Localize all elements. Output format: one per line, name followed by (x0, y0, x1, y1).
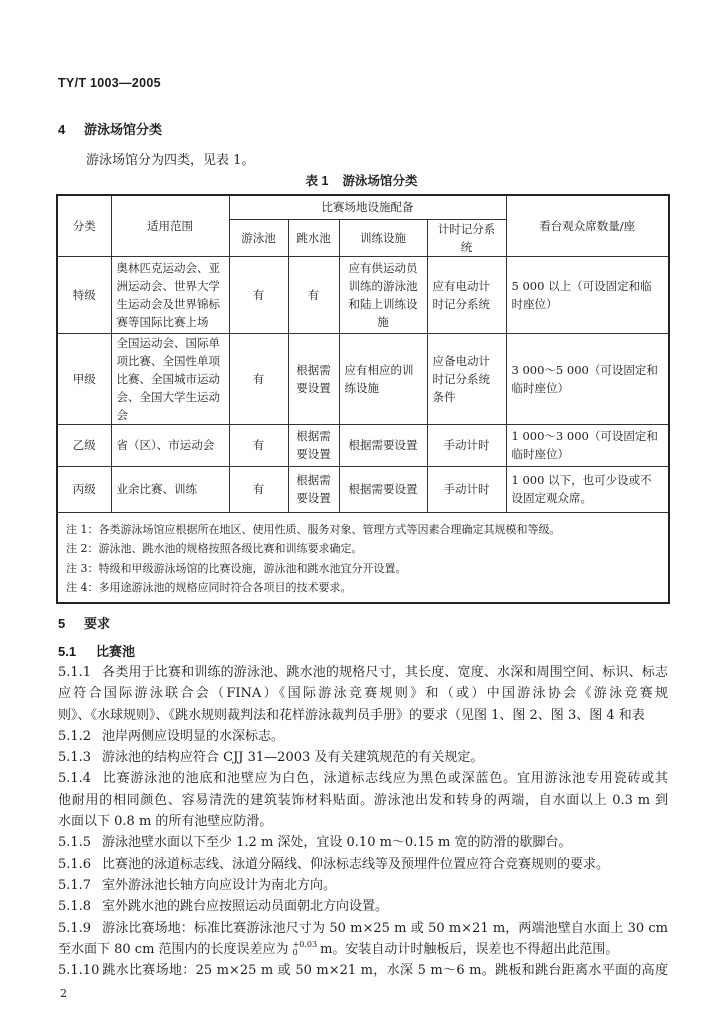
clause-number: 5.1.7 (58, 877, 92, 893)
clause-5-1-3 (58, 747, 668, 768)
section-5-heading (58, 613, 110, 632)
cell-category: 特级 (57, 256, 111, 333)
cell-pool: 有 (229, 424, 288, 466)
clause-5-1-6 (58, 854, 668, 875)
cell-category: 乙级 (57, 424, 111, 466)
section-4-title: 游泳场馆分类 (84, 122, 163, 137)
tolerance-lower: 0 (292, 948, 298, 958)
table-row (57, 333, 669, 424)
section-5-title: 要求 (84, 616, 111, 631)
clause-number: 5.1.8 (58, 899, 92, 915)
table-row (57, 424, 669, 466)
header-diving: 跳水池 (288, 219, 339, 256)
cell-seats: 1 000 以下，也可少设或不设固定观众席。 (506, 466, 669, 512)
clause-text: 比赛游泳池的池底和池壁应为白色，泳道标志线应为黑色或深蓝色。宜用游泳池专用瓷砖或其 (102, 771, 668, 787)
clause-5-1-4 (58, 768, 668, 789)
header-pool: 游泳池 (229, 219, 288, 256)
clause-text: 水面以下 0.8 m 的所有池壁应防滑。 (58, 814, 273, 830)
clause-5-1-4-cont (58, 790, 668, 811)
table-notes (57, 512, 669, 603)
cell-pool: 有 (229, 333, 288, 424)
clause-text: 跳水比赛场地：25 m×25 m 或 50 m×21 m，水深 5 m～6 m。跳板和跳台距离水平面的高度 (102, 963, 668, 979)
table-note: 注 2：游泳池、跳水池的规格按照各级比赛和训练要求确定。 (66, 542, 363, 555)
cell-timing: 应备电动计时记分系统条件 (427, 333, 506, 424)
section-5-1-title: 比赛池 (96, 644, 136, 659)
clause-5-1-1 (58, 662, 668, 683)
table-row (57, 466, 669, 512)
clause-text: m。安装自动计时触板后，误差也不得超出此范围。 (320, 941, 619, 957)
clause-5-1-10 (58, 960, 668, 981)
cell-training: 应有供运动员训练的游泳池和陆上训练设施 (339, 256, 427, 333)
table-1-caption-title: 游泳场馆分类 (342, 174, 418, 188)
cell-category: 丙级 (57, 466, 111, 512)
clauses-5-1 (58, 662, 668, 981)
clause-5-1-4-cont (58, 811, 668, 832)
clause-5-1-2 (58, 726, 668, 747)
header-facilities: 比赛场地设施配备 (229, 195, 506, 219)
clause-5-1-5 (58, 832, 668, 853)
clause-number: 5.1.9 (58, 920, 92, 936)
cell-scope: 奥林匹克运动会、亚洲运动会、世界大学生运动会及世界锦标赛等国际比赛上场 (111, 256, 229, 333)
table-row (57, 256, 669, 333)
table-note: 注 4：多用途游泳池的规格应同时符合各项目的技术要求。 (66, 581, 352, 594)
clause-text: 游泳池壁水面以下至少 1.2 m 深处，宜设 0.10 m～0.15 m 宽的防滑的歇脚台。 (102, 835, 572, 851)
cell-training: 应有相应的训练设施 (339, 333, 427, 424)
header-category: 分类 (57, 195, 111, 256)
clause-5-1-7 (58, 875, 668, 896)
cell-scope: 全国运动会、国际单项比赛、全国性单项比赛、全国城市运动会、全国大学生运动会 (111, 333, 229, 424)
cell-pool: 有 (229, 466, 288, 512)
clause-text: 至水面下 80 cm 范围内的长度误差应为 (58, 941, 289, 957)
cell-diving: 根据需要设置 (288, 466, 339, 512)
cell-scope: 省（区）、市运动会 (111, 424, 229, 466)
clause-number: 5.1.5 (58, 835, 92, 851)
venue-classification-table (56, 194, 670, 604)
clause-text: 池岸两侧应设明显的水深标志。 (102, 728, 285, 744)
cell-pool: 有 (229, 256, 288, 333)
clause-5-1-1-cont (58, 705, 668, 726)
table-note: 注 1：各类游泳场馆应根据所在地区、使用性质、服务对象、管理方式等因素合理确定其规模和等级。 (66, 522, 561, 536)
cell-seats: 1 000～3 000（可设固定和临时座位） (506, 424, 669, 466)
clause-text: 各类用于比赛和训练的游泳池、跳水池的规格尺寸，其长度、宽度、水深和周围空间、标识、标志 (102, 665, 668, 680)
header-scope: 适用范围 (111, 195, 229, 256)
cell-training: 根据需要设置 (339, 424, 427, 466)
cell-scope: 业余比赛、训练 (111, 466, 229, 512)
cell-diving: 根据需要设置 (288, 424, 339, 466)
cell-training: 根据需要设置 (339, 466, 427, 512)
cell-seats: 5 000 以上（可设固定和临时座位） (506, 256, 669, 333)
standard-code-header: TY/T 1003—2005 (58, 76, 161, 90)
table-1-caption-number: 表 1 (305, 174, 329, 188)
length-tolerance (293, 941, 318, 958)
table-1-caption (0, 171, 723, 189)
clause-5-1-8 (58, 896, 668, 917)
section-5-1-number: 5.1 (58, 644, 77, 659)
clause-number: 5.1.1 (58, 665, 92, 680)
cell-diving: 根据需要设置 (288, 333, 339, 424)
cell-seats: 3 000～5 000（可设固定和临时座位） (506, 333, 669, 424)
clause-5-1-1-cont (58, 683, 668, 704)
tolerance-upper: +0.03 (292, 939, 318, 949)
page-number: 2 (60, 987, 67, 1000)
clause-number: 5.1.6 (58, 856, 92, 872)
table-header-row (57, 195, 669, 219)
cell-timing: 应有电动计时记分系统 (427, 256, 506, 333)
clause-text: 他耐用的相同颜色、容易清洗的建筑装饰材料贴面。游泳池出发和转身的两端，自水面以上 0.3 m 到 (58, 792, 668, 808)
header-seats: 看台观众席数量/座 (506, 195, 669, 256)
clause-text: 则》、《水球规则》、《跳水规则裁判法和花样游泳裁判员手册》的要求（见图 1、图 2、图 3、图 4 和表 (58, 707, 645, 723)
clause-5-1-9 (58, 918, 668, 939)
clause-number: 5.1.3 (58, 750, 92, 766)
cell-timing: 手动计时 (427, 466, 506, 512)
clause-5-1-9-cont (58, 939, 668, 960)
clause-number: 5.1.2 (58, 728, 92, 744)
section-4-intro: 游泳场馆分为四类，见表 1。 (86, 153, 255, 168)
cell-diving: 有 (288, 256, 339, 333)
clause-text: 室外跳水池的跳台应按照运动员面朝北方向设置。 (102, 899, 389, 915)
clause-text: 游泳池的结构应符合 CJJ 31—2003 及有关建筑规范的有关规定。 (102, 750, 484, 766)
section-4-heading (58, 119, 162, 138)
clause-number: 5.1.4 (58, 771, 92, 787)
section-4-number: 4 (58, 122, 66, 137)
header-training: 训练设施 (339, 219, 427, 256)
table-notes-row (57, 512, 669, 603)
clause-text: 应符合国际游泳联合会（FINA）《国际游泳竞赛规则》和（或）中国游泳协会《游泳竞赛规 (58, 686, 668, 702)
section-5-1-heading (58, 641, 135, 660)
cell-category: 甲级 (57, 333, 111, 424)
clause-text: 比赛池的泳道标志线、泳道分隔线、仰泳标志线等及预埋件位置应符合竞赛规则的要求。 (102, 856, 610, 872)
section-5-number: 5 (58, 616, 66, 631)
cell-timing: 手动计时 (427, 424, 506, 466)
clause-number: 5.1.10 (58, 963, 100, 979)
table-note: 注 3：特级和甲级游泳场馆的比赛设施，游泳池和跳水池宜分开设置。 (66, 561, 407, 575)
header-timing: 计时记分系统 (427, 219, 506, 256)
clause-text: 室外游泳池长轴方向应设计为南北方向。 (102, 877, 337, 893)
clause-text: 游泳比赛场地：标准比赛游泳池尺寸为 50 m×25 m 或 50 m×21 m，两端池壁自水面上 30 cm (102, 920, 668, 936)
